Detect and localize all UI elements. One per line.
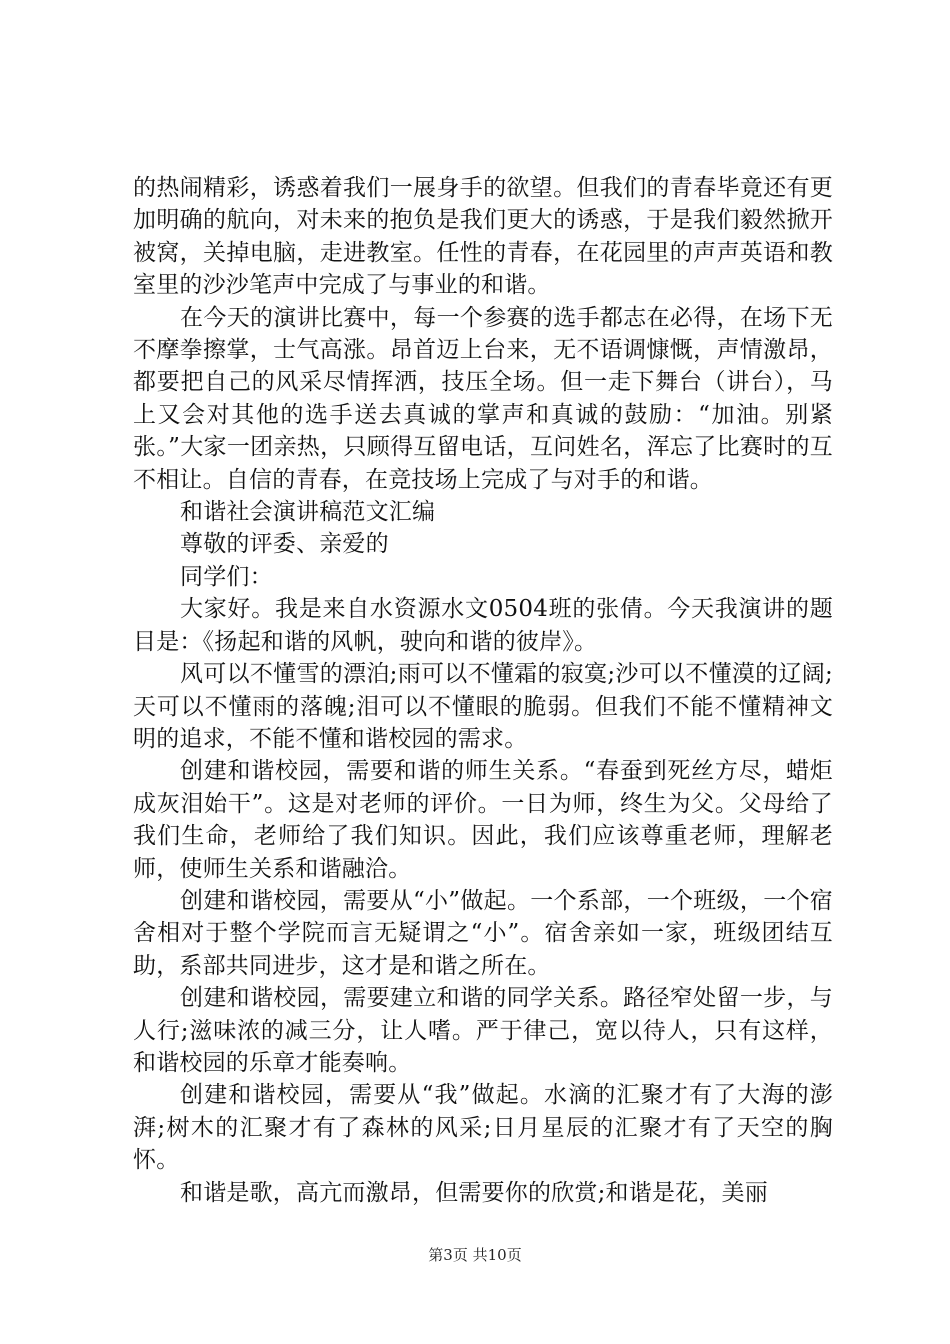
paragraph-2: 在今天的演讲比赛中，每一个参赛的选手都志在必得，在场下无不摩拳擦掌，士气高涨。昂首迈上台来，无不语调慷慨，声情激昂，都要把自己的风采尽情挥洒，技压全场。但一走下舞台（讲台），马上又会对其他的选手送去真诚的掌声和真诚的鼓励：“加油。别紧张。”大家一团亲热，只顾得互留电话，互问姓名，浑忘了比赛时的互不相让。自信的青春，在竞技场上完成了与对手的和谐。 (133, 304, 833, 493)
paragraph-7: 风可以不懂雪的漂泊;雨可以不懂霜的寂寞;沙可以不懂漠的辽阔;天可以不懂雨的落魄;泪可以不懂眼的脆弱。但我们不能不懂精神文明的追求，不能不懂和谐校园的需求。 (133, 661, 833, 752)
paragraph-6: 大家好。我是来自水资源水文0504班的张倩。今天我演讲的题目是：《扬起和谐的风帆，驶向和谐的彼岸》。 (133, 596, 833, 655)
paragraph-9: 创建和谐校园，需要从“小”做起。一个系部，一个班级，一个宿舍相对于整个学院而言无疑谓之“小”。宿舍亲如一家，班级团结互助，系部共同进步，这才是和谐之所在。 (133, 887, 833, 979)
paragraph-12: 和谐是歌，高亢而激昂，但需要你的欣赏;和谐是花，美丽 (180, 1179, 768, 1206)
document-body (133, 172, 833, 1209)
paragraph-11: 创建和谐校园，需要从“我”做起。水滴的汇聚才有了大海的澎湃;树木的汇聚才有了森林的风采;日月星辰的汇聚才有了天空的胸怀。 (133, 1082, 833, 1174)
paragraph-5: 同学们： (180, 563, 273, 590)
paragraph-3: 和谐社会演讲稿范文汇编 (180, 499, 436, 526)
paragraph-4: 尊敬的评委、亲爱的 (180, 531, 389, 558)
paragraph-10: 创建和谐校园，需要建立和谐的同学关系。路径窄处留一步，与人行;滋味浓的减三分，让人嗜。严于律己，宽以待人，只有这样，和谐校园的乐章才能奏响。 (133, 985, 833, 1076)
paragraph-8: 创建和谐校园，需要和谐的师生关系。“春蚕到死丝方尽，蜡炬成灰泪始干”。这是对老师的评价。一日为师，终生为父。父母给了我们生命，老师给了我们知识。因此，我们应该尊重老师，理解老师，使师生关系和谐融洽。 (133, 758, 833, 882)
page-number-footer: 第3页 共10页 (428, 1246, 522, 1264)
paragraph-1: 的热闹精彩，诱惑着我们一展身手的欲望。但我们的青春毕竟还有更加明确的航向，对未来的抱负是我们更大的诱惑，于是我们毅然掀开被窝，关掉电脑，走进教室。任性的青春，在花园里的声声英语和教室里的沙沙笔声中完成了与事业的和谐。 (133, 175, 833, 299)
